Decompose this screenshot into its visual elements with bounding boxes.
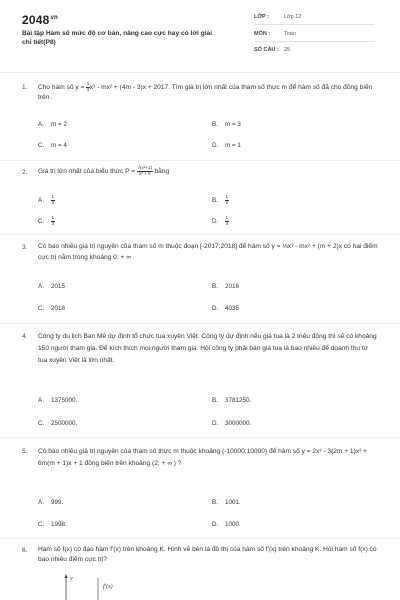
option-b[interactable]: B. $\frac{1}{2}$ — [212, 194, 229, 205]
question-divider — [0, 234, 400, 235]
option-b[interactable]: B. 3781250. — [212, 397, 252, 404]
question-number: 3. — [22, 244, 28, 251]
y-axis-arrow — [65, 574, 68, 578]
option-a[interactable]: A. 1375000. — [38, 397, 78, 404]
document-title: Bài tập Hàm số mức độ cơ bản, nâng cao cực hay có lời giải chi tiết(P8) — [22, 30, 213, 46]
option-c[interactable]: C. $\frac{1}{3}$ — [38, 215, 55, 226]
option-d[interactable]: D. 1000. — [212, 521, 241, 528]
derivative-graph — [60, 572, 150, 600]
question-text: Cho hàm số y = $\frac{1}{3}$ x³ - mx² + (4m - 3)x + 2017. Tìm giá trị lớn nhất của tham số thực m để hàm số đã cho đồng biến trên . — [38, 81, 373, 102]
option-c[interactable]: C. 2018 — [38, 305, 66, 312]
question-text: Có bao nhiêu giá trị nguyên của tham số thực m thuộc khoảng (-10000;10000) để hàm số y = 2x³ - 3(2m + 1)x² + 6m(m + 1)x + 1 đồng biến trên khoảng (2; + ∞ ) ? — [38, 448, 367, 467]
option-a[interactable]: A. 999. — [38, 499, 64, 506]
option-d[interactable]: D. 3000000. — [212, 420, 252, 427]
question-divider — [0, 538, 400, 539]
y-axis-label: y — [70, 576, 73, 582]
curve-label: f'(x) — [103, 584, 113, 590]
option-b[interactable]: B. m = 3 — [212, 121, 241, 128]
option-a[interactable]: A. 2015 — [38, 283, 66, 290]
question-number: 1. — [22, 84, 28, 91]
option-b[interactable]: B. 2016 — [212, 283, 240, 290]
question-text: Hàm số f(x) có đạo hàm f'(x) trên khoảng K. Hình vẽ bên là đồ thị của hàm số f'(x) trên khoảng K. Hỏi hàm số f(x) có bao nhiêu điểm cực trị? — [38, 546, 377, 563]
option-a[interactable]: A. m = 2 — [38, 121, 67, 128]
question-divider — [0, 323, 400, 324]
question-number: 2. — [22, 169, 28, 176]
question-number: 5. — [22, 448, 28, 455]
option-c[interactable]: C. 2500000. — [38, 420, 78, 427]
option-c[interactable]: C. 1998. — [38, 521, 67, 528]
option-c[interactable]: C. m = 4 — [38, 142, 67, 149]
question-number: 4. — [22, 333, 28, 340]
site-logo[interactable]: $2048^{vn}$ — [22, 13, 58, 27]
document-header: $2048^{vn}$ Bài tập Hàm số mức độ cơ bản, nâng cao cực hay có lời giải chi tiết(P8) LỚP : Lớp 12 MÔN : Toán SỐ CÂU : 25 — [0, 0, 400, 68]
question-divider — [0, 160, 400, 161]
option-d[interactable]: D. 4035 — [212, 305, 240, 312]
header-divider — [0, 72, 400, 73]
option-d[interactable]: D. m = 1 — [212, 142, 241, 149]
question-divider — [0, 437, 400, 438]
question-text: Giá trị lớn nhất của biểu thức P = $\frac{\text{√(x²+1)}}{\text{x² + 5}}$ bằng — [38, 165, 170, 176]
question-text: Có bao nhiêu giá trị nguyên của tham số m thuộc đoạn [-2017;2018] để hàm số y = ⅓x³ - mx² + (m + 2)x có hai điểm cực trị nằm trong khoảng 0; + ∞ . — [38, 243, 378, 261]
question-text: Công ty du lịch Ban Mê dự định tổ chức tua xuyên Việt. Công ty dự định nếu giá tua là 2 triệu đồng thì sẽ có khoảng 150 người tham gia. Để kích thích mọi người tham gia. Hỏi công ty phải bán giá tua là bao nhiêu để doanh thu từ tua xuyên Việt là lớn nhất. — [38, 333, 377, 364]
option-a[interactable]: A. $\frac{1}{3}$ — [38, 194, 55, 205]
question-number: 6. — [22, 547, 28, 554]
option-d[interactable]: D. $\frac{1}{4}$ — [212, 215, 229, 226]
option-b[interactable]: B. 1001. — [212, 499, 241, 506]
